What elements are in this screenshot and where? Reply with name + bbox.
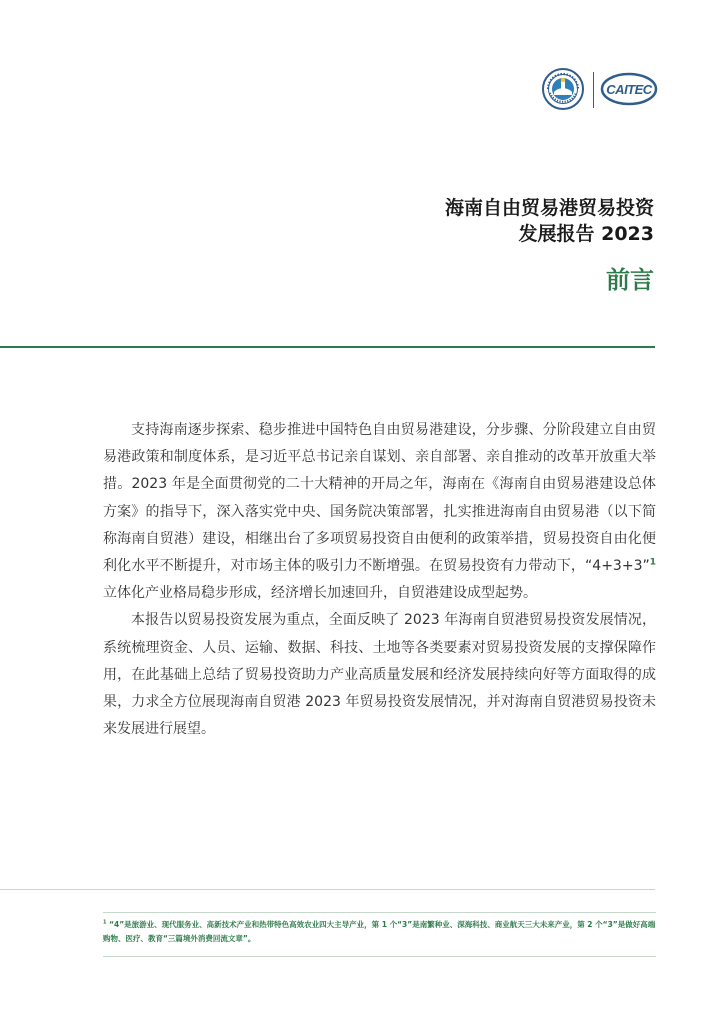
preface-body [103,417,656,743]
footnote-divider-bottom [103,956,656,957]
report-title-line-1: 海南自由贸易港贸易投资 [444,197,654,219]
section-heading: 前言 [606,266,654,294]
ministry-seal-logo [542,68,584,110]
paragraph-1-continued: 立体化产业格局稳步形成，经济增长加速回升，自贸港建设成型起势。 [103,585,537,602]
footnote-marker: 1 [103,919,107,926]
paragraph-1 [103,417,656,607]
footnote [103,918,656,946]
report-title-line-2: 发展报告 2023 [518,223,654,245]
paragraph-1-text: 支持海南逐步探索、稳步推进中国特色自由贸易港建设，分步骤、分阶段建立自由贸易港政策和制度体系，是习近平总书记亲自谋划、亲自部署、亲自推动的改革开放重大举措。2023 年是全面贯彻党的二十大精神的开局之年，海南在《海南自由贸易港建设总体方案》的指导下，深入落实党中央、国务院决策部署，扎实推进海南自由贸易港（以下简称海南自贸港）建设，相继出台了多项贸易投资自由便利的政策举措，贸易投资自由化便利化水平不断提升，对市场主体的吸引力不断增强。在贸易投资有力带动下，“4+3+3” [103,422,656,575]
logo-divider [593,72,594,108]
footnote-ref-1: 1 [649,557,656,568]
paragraph-2: 本报告以贸易投资发展为重点，全面反映了 2023 年海南自贸港贸易投资发展情况，系统梳理资金、人员、运输、数据、科技、土地等各类要素对贸易投资发展的支撑保障作用，在此基础上总结了贸易投资助力产业高质量发展和经济发展持续向好等方面取得的成果，力求全方位展现海南自贸港 2023 年贸易投资发展情况，并对海南自贸港贸易投资未来发展进行展望。 [103,612,656,738]
header-divider [0,346,655,348]
caitec-logo [600,72,658,106]
footer-divider-top [0,889,655,890]
footnote-divider-top [103,912,656,913]
caitec-logo-text: CAITEC [606,82,652,97]
footnote-text: “4”是旅游业、现代服务业、高新技术产业和热带特色高效农业四大主导产业，第 1 个“3”是南繁种业、深海科技、商业航天三大未来产业，第 2 个“3”是做好高端购物、医疗、教育“三篇境外消费回流文章”。 [103,920,656,943]
header-logos [542,68,658,112]
report-title [445,195,654,247]
